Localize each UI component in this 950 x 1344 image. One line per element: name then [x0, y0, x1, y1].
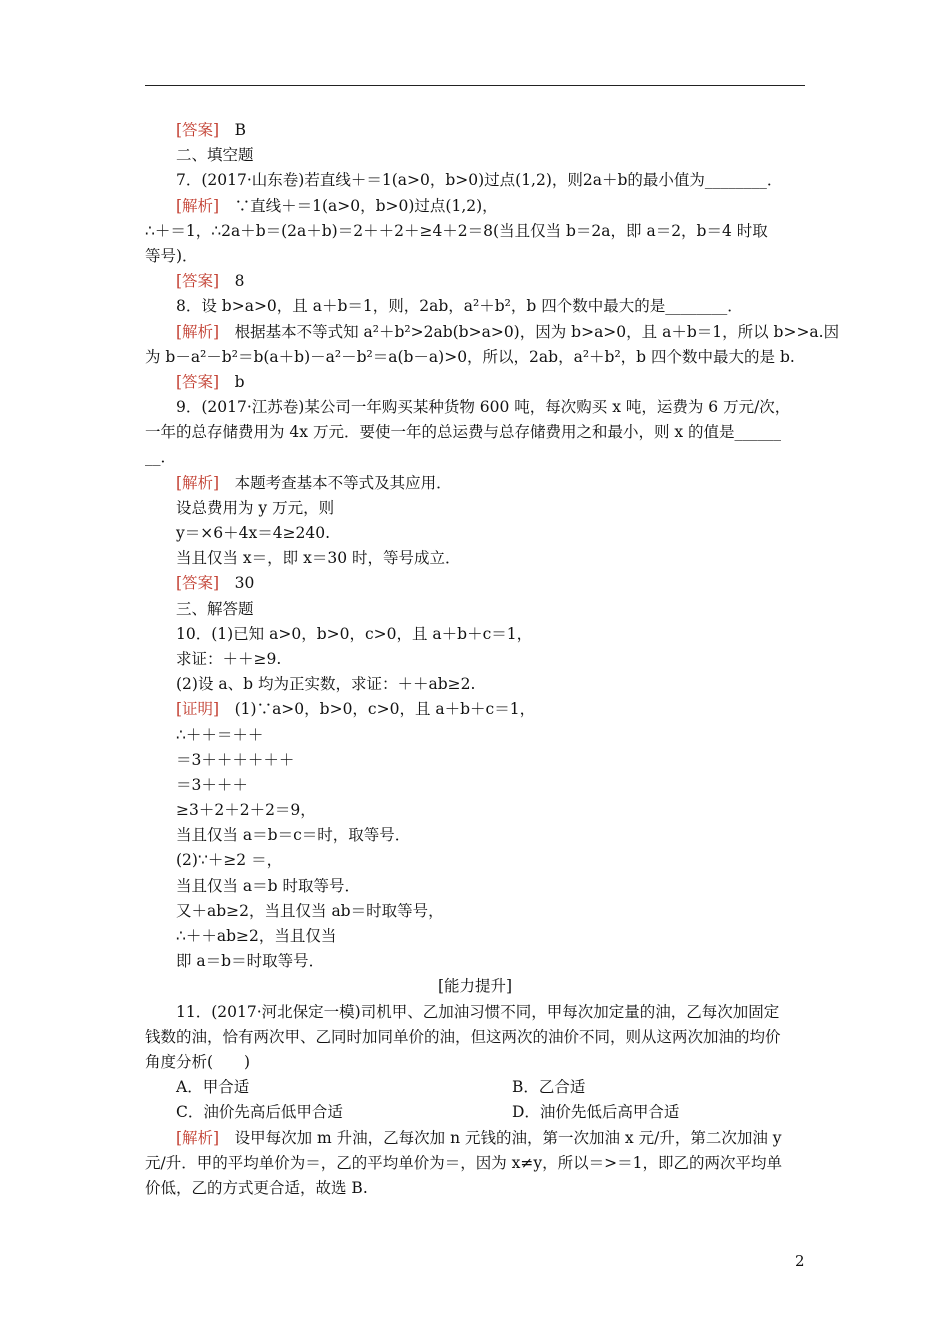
text-line — [145, 420, 805, 445]
line-text: 30 — [219, 574, 255, 593]
line-text: b — [219, 372, 245, 391]
text-line — [145, 320, 840, 345]
text-line — [145, 597, 805, 622]
text-line — [145, 1151, 805, 1176]
line-text: 7．(2017·山东卷)若直线＋＝1(a>0，b>0)过点(1,2)，则2a＋b的最小值为________． — [176, 171, 783, 190]
line-text: ∵直线＋＝1(a>0，b>0)过点(1,2)， — [219, 196, 498, 215]
text-line — [145, 168, 805, 193]
text-line — [145, 899, 805, 924]
text-line — [145, 244, 805, 269]
text-line — [145, 496, 805, 521]
text-line — [145, 723, 805, 748]
text-line — [145, 748, 805, 773]
line-text: y＝×6＋4x＝4≥240. — [176, 524, 331, 542]
line-text: [能力提升] — [437, 977, 513, 996]
text-line — [145, 823, 805, 848]
header-rule — [145, 85, 805, 86]
section-tag: [答案] — [176, 372, 220, 391]
line-text: 又＋ab≥2，当且仅当 ab＝时取等号， — [176, 901, 444, 920]
line-text: 9．(2017·江苏卷)某公司一年购买某种货物 600 吨，每次购买 x 吨，运费为 6 万元/次， — [176, 398, 791, 417]
text-line — [145, 1176, 805, 1201]
text-line — [145, 269, 805, 294]
line-text: 当且仅当 a＝b＝c＝时，取等号． — [176, 826, 411, 845]
line-text: ＝3＋＋＋ — [176, 775, 248, 794]
text-line — [145, 848, 805, 873]
section-tag: [解析] — [176, 1128, 220, 1147]
line-text: 设总费用为 y 万元，则 — [176, 498, 335, 517]
text-line — [145, 1126, 805, 1151]
text-line — [145, 974, 805, 999]
page-number: 2 — [795, 1252, 805, 1270]
option-item: A．甲合适 — [176, 1078, 250, 1097]
section-tag: [解析] — [176, 322, 220, 341]
line-text: ∴＋＋ab≥2，当且仅当 — [176, 927, 337, 945]
section-tag: [解析] — [176, 473, 220, 492]
text-line — [145, 471, 805, 496]
line-text: 价低，乙的方式更合适，故选 B. — [145, 1178, 368, 1197]
text-line — [145, 622, 805, 647]
text-line — [145, 1050, 805, 1075]
section-tag: [解析] — [176, 196, 220, 215]
text-line — [145, 546, 805, 571]
line-text: B — [219, 121, 246, 139]
text-line — [145, 949, 805, 974]
line-text: (2)∵＋≥2 ＝， — [176, 851, 283, 870]
line-text: 钱数的油，恰有两次甲、乙同时加同单价的油，但这两次的油价不同，则从这两次加油的均价 — [145, 1027, 781, 1046]
text-line — [145, 1000, 805, 1025]
line-text: 8．设 b>a>0，且 a＋b＝1，则，2ab，a²＋b²，b 四个数中最大的是________． — [176, 297, 743, 316]
section-tag: [答案] — [176, 121, 220, 139]
text-line — [145, 445, 805, 470]
text-line — [145, 924, 805, 949]
line-text: 11．(2017·河北保定一模)司机甲、乙加油习惯不同，甲每次加定量的油，乙每次加固定 — [176, 1002, 780, 1021]
text-line — [145, 773, 805, 798]
text-line — [145, 874, 805, 899]
text-line — [145, 647, 805, 672]
line-text: 当且仅当 x＝，即 x＝30 时，等号成立． — [176, 549, 461, 568]
text-line — [145, 219, 805, 244]
line-text: (1)∵a>0，b>0，c>0，且 a＋b＋c＝1， — [219, 700, 536, 719]
line-text: 10．(1)已知 a>0，b>0，c>0，且 a＋b＋c＝1， — [176, 624, 533, 643]
line-text: 三、解答题 — [176, 599, 254, 618]
text-line — [145, 395, 805, 420]
line-text: ≥3＋2＋2＋2＝9， — [176, 801, 316, 820]
text-line — [145, 194, 805, 219]
line-text: 即 a＝b＝时取等号． — [176, 952, 325, 971]
line-text: 本题考查基本不等式及其应用． — [219, 473, 452, 492]
text-line — [145, 370, 805, 395]
text-line — [145, 571, 805, 596]
document-body — [145, 118, 840, 1201]
answer-options — [145, 1075, 805, 1125]
line-text: __． — [145, 448, 177, 467]
line-text: 元/升．甲的平均单价为＝，乙的平均单价为＝，因为 x≠y，所以＝>＝1，即乙的两次平均单 — [145, 1153, 782, 1172]
section-tag: [答案] — [176, 574, 220, 593]
line-text: (2)设 a、b 均为正实数，求证：＋＋ab≥2. — [176, 675, 476, 694]
line-text: ∴＋＋＝＋＋ — [176, 725, 264, 744]
option-item: C．油价先高后低甲合适 — [176, 1103, 343, 1122]
text-line — [145, 294, 805, 319]
text-line — [145, 697, 805, 722]
line-text: 设甲每次加 m 升油，乙每次加 n 元钱的油，第一次加油 x 元/升，第二次加油 y — [219, 1128, 782, 1147]
line-text: 根据基本不等式知 a²＋b²>2ab(b>a>0)，因为 b>a>0，且 a＋b＝1，所以 b>>a.因 — [219, 322, 840, 341]
text-line — [145, 118, 805, 143]
text-line — [145, 672, 805, 697]
line-text: 为 b－a²－b²＝b(a＋b)－a²－b²＝a(b－a)>0，所以，2ab，a²＋b²，b 四个数中最大的是 b. — [145, 347, 795, 366]
line-text: ＝3＋＋＋＋＋＋ — [176, 750, 295, 769]
line-text: 等号)． — [145, 246, 198, 265]
text-line — [145, 798, 805, 823]
option-row — [145, 1100, 805, 1125]
question-lines — [145, 118, 840, 1075]
option-item: B．乙合适 — [512, 1078, 586, 1097]
line-text: 角度分析( ) — [145, 1052, 251, 1071]
text-line — [145, 521, 805, 546]
line-text: 求证：＋＋≥9. — [176, 649, 282, 668]
section-tag: [证明] — [176, 700, 220, 719]
text-line — [145, 143, 805, 168]
line-text: ∴＋＝1，∴2a＋b＝(2a＋b)＝2＋＋2＋≥4＋2＝8(当且仅当 b＝2a，即 a＝2，b＝4 时取 — [145, 221, 768, 240]
line-text: 二、填空题 — [176, 146, 254, 165]
option-row — [145, 1075, 805, 1100]
text-line — [145, 345, 805, 370]
text-line — [145, 1025, 805, 1050]
line-text: 8 — [219, 272, 245, 291]
line-text: 当且仅当 a＝b 时取等号． — [176, 876, 361, 895]
line-text: 一年的总存储费用为 4x 万元．要使一年的总运费与总存储费用之和最小，则 x 的值是______ — [145, 423, 782, 442]
section-tag: [答案] — [176, 272, 220, 291]
solution-lines — [145, 1126, 805, 1202]
option-item: D．油价先低后高甲合适 — [512, 1103, 680, 1122]
